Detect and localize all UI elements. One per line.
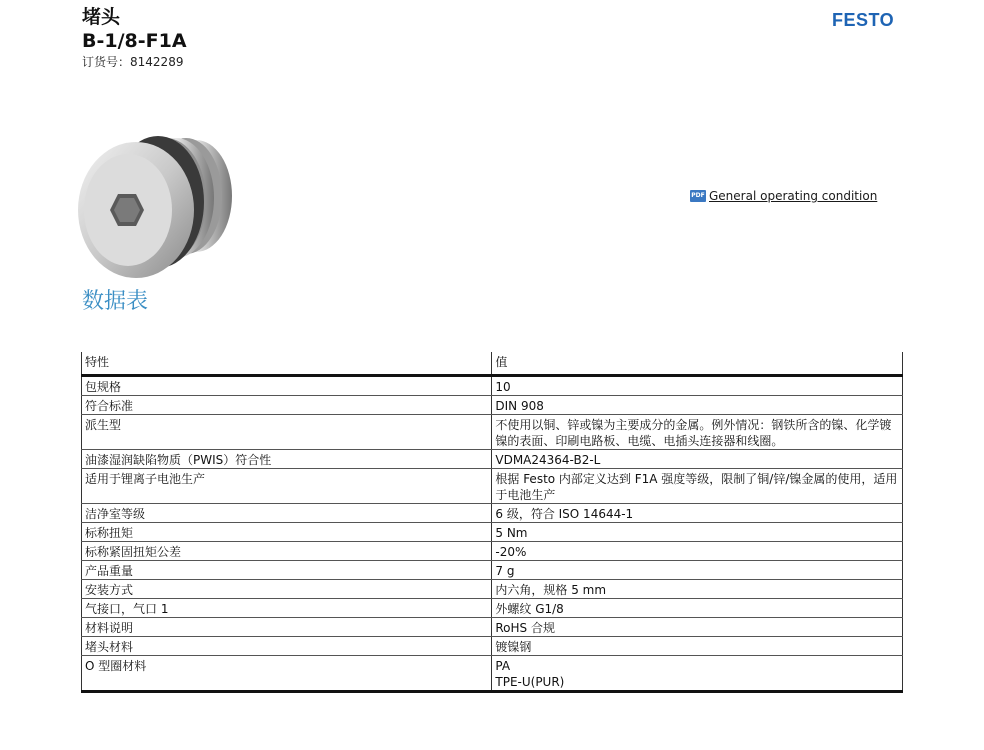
row-characteristic: 符合标准 (82, 396, 492, 415)
row-value: 根据 Festo 内部定义达到 F1A 强度等级，限制了铜/锌/镍金属的使用，适用于电池生产 (492, 469, 903, 504)
row-value: 镀镍钢 (492, 637, 903, 656)
row-value: DIN 908 (492, 396, 903, 415)
row-value: 不使用以铜、锌或镍为主要成分的金属。例外情况：钢铁所含的镍、化学镀镍的表面、印刷电路板、电缆、电插头连接器和线圈。 (492, 415, 903, 450)
order-number (82, 54, 183, 70)
table-row (82, 396, 903, 415)
row-characteristic: 派生型 (82, 415, 492, 450)
row-value: 内六角，规格 5 mm (492, 580, 903, 599)
table-row (82, 504, 903, 523)
row-value: RoHS 合规 (492, 618, 903, 637)
brand-logo-text: FESTO (832, 10, 895, 30)
table-row (82, 450, 903, 469)
header-characteristic: 特性 (82, 352, 492, 376)
festo-logo (832, 9, 904, 31)
row-characteristic: 堵头材料 (82, 637, 492, 656)
product-title: 堵头 (82, 6, 121, 28)
row-characteristic: 材料说明 (82, 618, 492, 637)
table-row (82, 656, 903, 692)
row-value: 外螺纹 G1/8 (492, 599, 903, 618)
table-row (82, 637, 903, 656)
table-row (82, 580, 903, 599)
table-row (82, 561, 903, 580)
header-value: 值 (492, 352, 903, 376)
table-row (82, 469, 903, 504)
row-value: 6 级，符合 ISO 14644-1 (492, 504, 903, 523)
row-characteristic: 安装方式 (82, 580, 492, 599)
row-characteristic: 标称紧固扭矩公差 (82, 542, 492, 561)
product-image (78, 130, 240, 278)
row-characteristic: 包规格 (82, 376, 492, 396)
product-model: B-1/8-F1A (82, 30, 187, 52)
table-row (82, 599, 903, 618)
row-value: PA TPE-U(PUR) (492, 656, 903, 692)
datasheet-table (81, 352, 903, 693)
row-characteristic: 标称扭矩 (82, 523, 492, 542)
order-value: 8142289 (130, 55, 184, 69)
row-value: 5 Nm (492, 523, 903, 542)
table-row (82, 415, 903, 450)
row-value: -20% (492, 542, 903, 561)
row-characteristic: 产品重量 (82, 561, 492, 580)
link-label[interactable]: General operating condition (709, 189, 878, 203)
row-characteristic: 适用于锂离子电池生产 (82, 469, 492, 504)
row-value: VDMA24364-B2-L (492, 450, 903, 469)
table-header-row (82, 352, 903, 376)
row-value: 10 (492, 376, 903, 396)
order-label: 订货号： (82, 55, 131, 69)
row-characteristic: O 型圈材料 (82, 656, 492, 692)
row-value: 7 g (492, 561, 903, 580)
table-row (82, 618, 903, 637)
general-operating-condition-link[interactable] (690, 188, 877, 204)
row-characteristic: 气接口，气口 1 (82, 599, 492, 618)
row-characteristic: 油漆湿润缺陷物质（PWIS）符合性 (82, 450, 492, 469)
table-row (82, 542, 903, 561)
section-title: 数据表 (82, 289, 149, 314)
pdf-icon: PDF (690, 190, 706, 202)
row-characteristic: 洁净室等级 (82, 504, 492, 523)
table-row (82, 376, 903, 396)
table-row (82, 523, 903, 542)
